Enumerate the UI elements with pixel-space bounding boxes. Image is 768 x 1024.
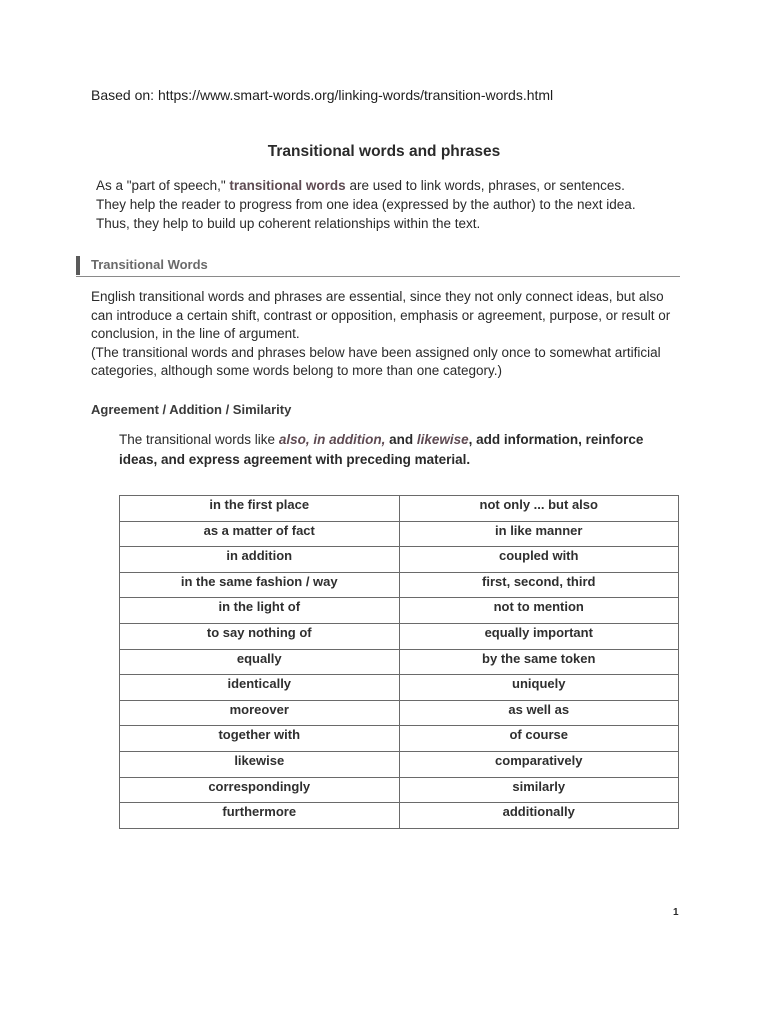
table-cell: correspondingly — [120, 777, 400, 803]
table-cell: in like manner — [399, 521, 679, 547]
table-row — [120, 751, 679, 777]
section-paragraph-2: (The transitional words and phrases below have been assigned only once to somewhat artificial categories, although some words belong to more than one category.) — [91, 344, 661, 378]
table-cell: together with — [120, 726, 400, 752]
category-desc-example-2: likewise — [416, 432, 469, 447]
table-row — [120, 521, 679, 547]
transition-words-table-body — [120, 496, 679, 829]
table-cell: in the first place — [120, 496, 400, 522]
table-cell: in the same fashion / way — [120, 572, 400, 598]
table-row — [120, 726, 679, 752]
category-desc-pre: The transitional words like — [119, 432, 279, 447]
table-cell: furthermore — [120, 803, 400, 829]
table-cell: equally important — [399, 623, 679, 649]
source-line: Based on: https://www.smart-words.org/linking-words/transition-words.html — [91, 87, 554, 103]
transition-words-table — [119, 495, 679, 829]
table-cell: in the light of — [120, 598, 400, 624]
page-number: 1 — [673, 907, 679, 918]
section-heading-label: Transitional Words — [91, 257, 208, 272]
table-cell: similarly — [399, 777, 679, 803]
category-heading: Agreement / Addition / Similarity — [91, 402, 292, 417]
table-row — [120, 700, 679, 726]
page-title: Transitional words and phrases — [267, 143, 501, 160]
table-row — [120, 496, 679, 522]
intro-highlight: transitional words — [229, 178, 346, 193]
section-heading — [76, 256, 680, 277]
table-row — [120, 572, 679, 598]
table-cell: moreover — [120, 700, 400, 726]
table-cell: as a matter of fact — [120, 521, 400, 547]
category-desc-example-1: also, in addition, — [278, 432, 386, 447]
table-row — [120, 598, 679, 624]
table-cell: likewise — [120, 751, 400, 777]
table-cell: uniquely — [399, 675, 679, 701]
table-cell: not only ... but also — [399, 496, 679, 522]
intro-text-pre: As a "part of speech," — [96, 178, 230, 193]
table-cell: as well as — [399, 700, 679, 726]
table-cell: in addition — [120, 547, 400, 573]
table-cell: equally — [120, 649, 400, 675]
table-row — [120, 623, 679, 649]
intro-paragraph — [96, 176, 656, 233]
table-row — [120, 777, 679, 803]
table-cell: coupled with — [399, 547, 679, 573]
category-desc-post: , add information, reinforce ideas, and express agreement with preceding material. — [119, 432, 644, 467]
table-row — [120, 803, 679, 829]
section-body — [91, 288, 681, 381]
table-cell: to say nothing of — [120, 623, 400, 649]
table-cell: identically — [120, 675, 400, 701]
table-cell: additionally — [399, 803, 679, 829]
table-cell: of course — [399, 726, 679, 752]
table-cell: by the same token — [399, 649, 679, 675]
section-heading-bar — [76, 256, 80, 275]
table-cell: not to mention — [399, 598, 679, 624]
category-desc-and: and — [385, 432, 417, 447]
table-row — [120, 675, 679, 701]
table-row — [120, 649, 679, 675]
table-cell: comparatively — [399, 751, 679, 777]
category-description — [119, 430, 679, 470]
intro-text-post: are used to link words, phrases, or sentences. They help the reader to progress from one idea (expressed by the author) to the next idea. Thus, they help to build up coherent relationships within the text. — [96, 178, 636, 231]
table-cell: first, second, third — [399, 572, 679, 598]
section-paragraph-1: English transitional words and phrases are essential, since they not only connect ideas, but also can introduce a certain shift, contrast or opposition, emphasis or agreement, purpose, or result or conclusion, in the line of argument. — [91, 289, 671, 341]
table-row — [120, 547, 679, 573]
